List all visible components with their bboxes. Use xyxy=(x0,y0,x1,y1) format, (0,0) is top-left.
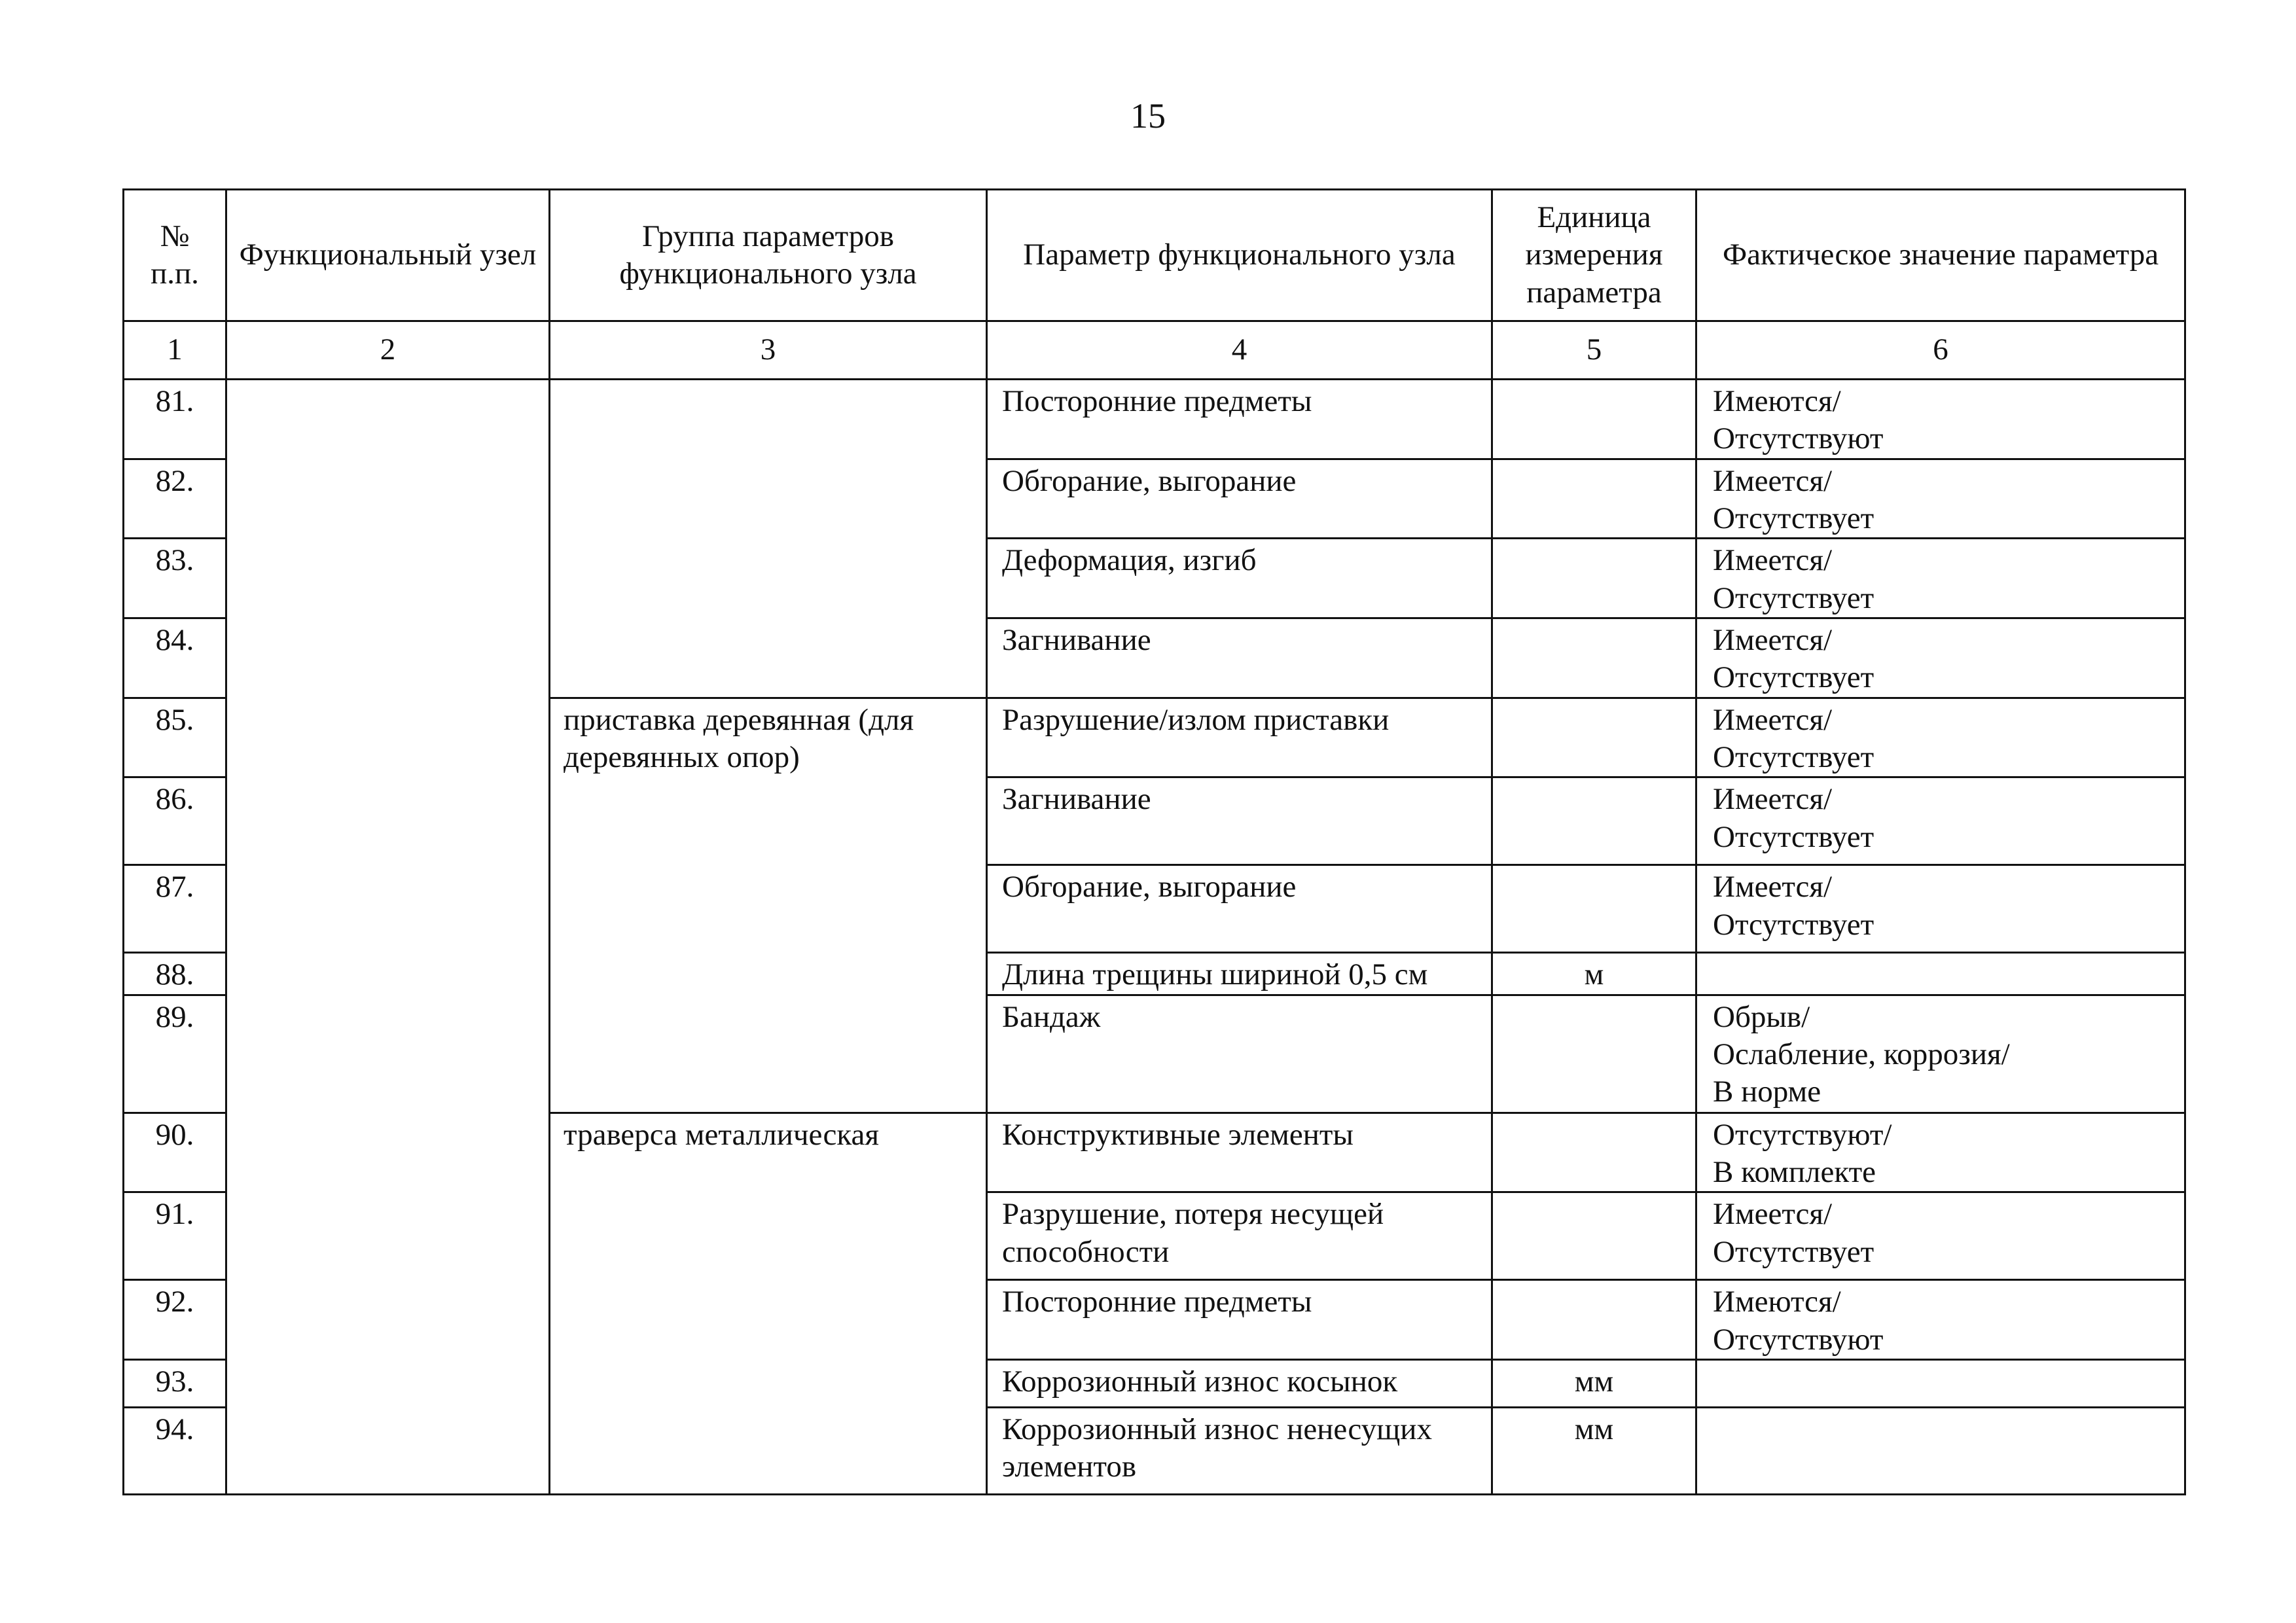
value-line: Ослабление, коррозия/ xyxy=(1713,1037,2010,1071)
unit-cell: м xyxy=(1492,953,1696,995)
page-number: 15 xyxy=(1130,96,1166,135)
column-number: 3 xyxy=(550,321,987,380)
value-line: Отсутствуют xyxy=(1713,1322,1884,1357)
row-number: 85. xyxy=(124,698,226,777)
column-number: 6 xyxy=(1696,321,2185,380)
parameter-cell: Бандаж xyxy=(987,995,1492,1113)
parameter-cell: Загнивание xyxy=(987,777,1492,865)
value-line: Имеется/ xyxy=(1713,870,1833,904)
row-number: 91. xyxy=(124,1192,226,1280)
parameter-group-cell: приставка деревянная (для деревянных опор) xyxy=(550,698,987,1113)
value-cell xyxy=(1696,618,2185,698)
column-number: 2 xyxy=(226,321,550,380)
unit-cell xyxy=(1492,618,1696,698)
parameter-cell: Обгорание, выгорание xyxy=(987,459,1492,539)
unit-cell xyxy=(1492,865,1696,953)
value-line: Отсутствует xyxy=(1713,1234,1874,1269)
value-line: Имеется/ xyxy=(1713,1197,1833,1232)
parameters-table xyxy=(122,188,2186,1495)
value-cell xyxy=(1696,1280,2185,1360)
value-cell xyxy=(1696,380,2185,459)
parameter-cell: Длина трещины шириной 0,5 см xyxy=(987,953,1492,995)
unit-cell xyxy=(1492,777,1696,865)
row-number: 87. xyxy=(124,865,226,953)
unit-cell xyxy=(1492,1113,1696,1192)
parameter-group-cell xyxy=(550,380,987,698)
parameter-cell: Деформация, изгиб xyxy=(987,539,1492,618)
table-header-row xyxy=(124,190,2185,321)
value-cell xyxy=(1696,459,2185,539)
value-line: Имеется/ xyxy=(1713,782,1833,817)
column-numbers-row xyxy=(124,321,2185,380)
table-row xyxy=(124,380,2185,459)
unit-cell xyxy=(1492,1280,1696,1360)
value-line: Отсутствует xyxy=(1713,501,1874,535)
value-cell xyxy=(1696,1192,2185,1280)
column-number: 4 xyxy=(987,321,1492,380)
parameter-cell: Конструктивные элементы xyxy=(987,1113,1492,1192)
value-line: Имеется/ xyxy=(1713,702,1833,737)
value-cell xyxy=(1696,698,2185,777)
parameter-cell: Разрушение, потеря несущей способности xyxy=(987,1192,1492,1280)
value-line: Отсутствуют xyxy=(1713,421,1884,456)
row-number: 83. xyxy=(124,539,226,618)
value-line: Имеется/ xyxy=(1713,622,1833,657)
header-unit: Единица измерения параметра xyxy=(1492,190,1696,321)
functional-unit-cell xyxy=(226,380,550,1495)
value-line: Отсутствует xyxy=(1713,819,1874,854)
value-line: В комплекте xyxy=(1713,1154,1876,1189)
parameter-cell: Обгорание, выгорание xyxy=(987,865,1492,953)
value-line: Имеется/ xyxy=(1713,463,1833,498)
column-number: 1 xyxy=(124,321,226,380)
value-line: Отсутствует xyxy=(1713,660,1874,695)
value-cell xyxy=(1696,777,2185,865)
parameter-cell: Коррозионный износ косынок xyxy=(987,1359,1492,1407)
unit-cell xyxy=(1492,1192,1696,1280)
value-line: Обрыв/ xyxy=(1713,999,1810,1034)
row-number: 94. xyxy=(124,1407,226,1494)
row-number: 93. xyxy=(124,1359,226,1407)
row-number: 81. xyxy=(124,380,226,459)
value-line: Имеются/ xyxy=(1713,384,1841,418)
value-line: Отсутствует xyxy=(1713,907,1874,942)
row-number: 88. xyxy=(124,953,226,995)
unit-cell xyxy=(1492,995,1696,1113)
parameter-cell: Загнивание xyxy=(987,618,1492,698)
value-line: Отсутствует xyxy=(1713,580,1874,615)
row-number: 84. xyxy=(124,618,226,698)
parameter-cell: Разрушение/излом приставки xyxy=(987,698,1492,777)
value-cell xyxy=(1696,1359,2185,1407)
row-number: 82. xyxy=(124,459,226,539)
parameter-cell: Посторонние предметы xyxy=(987,380,1492,459)
value-cell xyxy=(1696,865,2185,953)
value-line: Имеются/ xyxy=(1713,1285,1841,1319)
value-line: Отсутствуют/ xyxy=(1713,1117,1892,1152)
value-line: Имеется/ xyxy=(1713,543,1833,578)
row-number: 90. xyxy=(124,1113,226,1192)
header-parameter: Параметр функционального узла xyxy=(987,190,1492,321)
value-cell xyxy=(1696,953,2185,995)
parameter-group-cell: траверса металлическая xyxy=(550,1113,987,1494)
value-cell xyxy=(1696,1113,2185,1192)
header-functional-unit: Функциональный узел xyxy=(226,190,550,321)
value-cell xyxy=(1696,995,2185,1113)
unit-cell: мм xyxy=(1492,1407,1696,1494)
header-number: № п.п. xyxy=(124,190,226,321)
unit-cell xyxy=(1492,459,1696,539)
value-cell xyxy=(1696,1407,2185,1494)
unit-cell xyxy=(1492,698,1696,777)
header-parameter-group: Группа параметров функционального узла xyxy=(550,190,987,321)
value-line: Отсутствует xyxy=(1713,740,1874,774)
parameter-cell: Посторонние предметы xyxy=(987,1280,1492,1360)
row-number: 92. xyxy=(124,1280,226,1360)
unit-cell xyxy=(1492,380,1696,459)
header-actual-value: Фактическое значение параметра xyxy=(1696,190,2185,321)
row-number: 89. xyxy=(124,995,226,1113)
row-number: 86. xyxy=(124,777,226,865)
column-number: 5 xyxy=(1492,321,1696,380)
parameter-cell: Коррозионный износ ненесущих элементов xyxy=(987,1407,1492,1494)
unit-cell: мм xyxy=(1492,1359,1696,1407)
value-cell xyxy=(1696,539,2185,618)
value-line: В норме xyxy=(1713,1075,1821,1109)
unit-cell xyxy=(1492,539,1696,618)
